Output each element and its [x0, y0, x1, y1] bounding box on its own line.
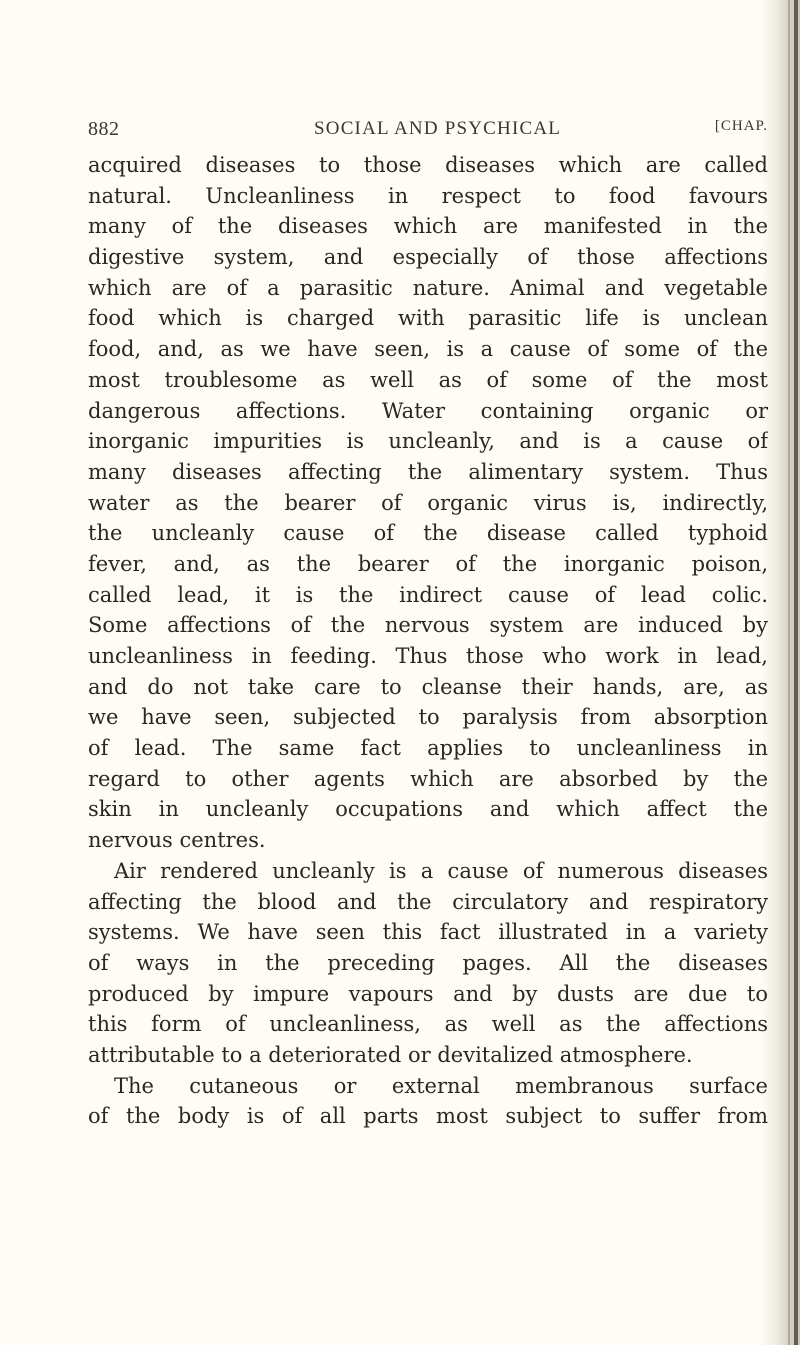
text-line: Some affections of the nervous system are induced by [88, 613, 768, 638]
text-line: systems. We have seen this fact illustrated in a variety [88, 920, 768, 945]
text-line: digestive system, and especially of those affections [88, 245, 768, 270]
text-line: produced by impure vapours and by dusts are due to [88, 981, 768, 1006]
text-line: of the body is of all parts most subject to suffer from [88, 1104, 768, 1129]
text-line: uncleanliness in feeding. Thus those who work in lead, [88, 644, 768, 668]
text-line: fever, and, as the bearer of the inorganic poison, [88, 551, 768, 576]
text-line: called lead, it is the indirect cause of lead colic. [88, 582, 768, 607]
text-line: which are of a parasitic nature. Animal and vegetable [88, 275, 768, 300]
text-line: water as the bearer of organic virus is, indirectly, [88, 490, 768, 515]
text-line: acquired diseases to those diseases which are called [88, 153, 768, 177]
text-line: most troublesome as well as of some of the most [88, 367, 768, 392]
text-line: the uncleanly cause of the disease called typhoid [88, 521, 768, 546]
text-line: this form of uncleanliness, as well as the affections [88, 1012, 768, 1037]
text-line: food which is charged with parasitic life is unclean [88, 306, 768, 331]
text-line: skin in uncleanly occupations and which affect the [88, 797, 768, 822]
body-text [88, 150, 768, 1132]
text-line: food, and, as we have seen, is a cause of some of the [88, 337, 768, 362]
chapter-marker: [CHAP. [714, 118, 768, 134]
text-line: natural. Uncleanliness in respect to food favours [88, 183, 768, 208]
running-header [88, 118, 768, 148]
page-edge-line [788, 0, 790, 1345]
text-line: regard to other agents which are absorbed by the [88, 766, 768, 791]
running-title: SOCIAL AND PSYCHICAL [314, 118, 562, 139]
text-line: attributable to a deteriorated or devitalized atmosphere. [88, 1042, 693, 1067]
text-line: nervous centres. [88, 828, 266, 853]
text-line: we have seen, subjected to paralysis from absorption [88, 705, 768, 730]
text-line: inorganic impurities is uncleanly, and is a cause of [88, 429, 768, 454]
text-line: Air rendered uncleanly is a cause of numerous diseases [114, 858, 768, 883]
text-line: and do not take care to cleanse their hands, are, as [88, 674, 768, 699]
text-line: many diseases affecting the alimentary system. Thus [88, 459, 768, 484]
binding-edge [794, 0, 798, 1345]
text-line: of ways in the preceding pages. All the diseases [88, 950, 768, 975]
text-line: dangerous affections. Water containing organic or [88, 398, 768, 423]
text-line: The cutaneous or external membranous surface [114, 1073, 768, 1098]
text-line: of lead. The same fact applies to uncleanliness in [88, 736, 768, 761]
text-line: many of the diseases which are manifested in the [88, 214, 768, 239]
text-line: affecting the blood and the circulatory and respiratory [88, 889, 768, 914]
page-number: 882 [88, 118, 120, 140]
